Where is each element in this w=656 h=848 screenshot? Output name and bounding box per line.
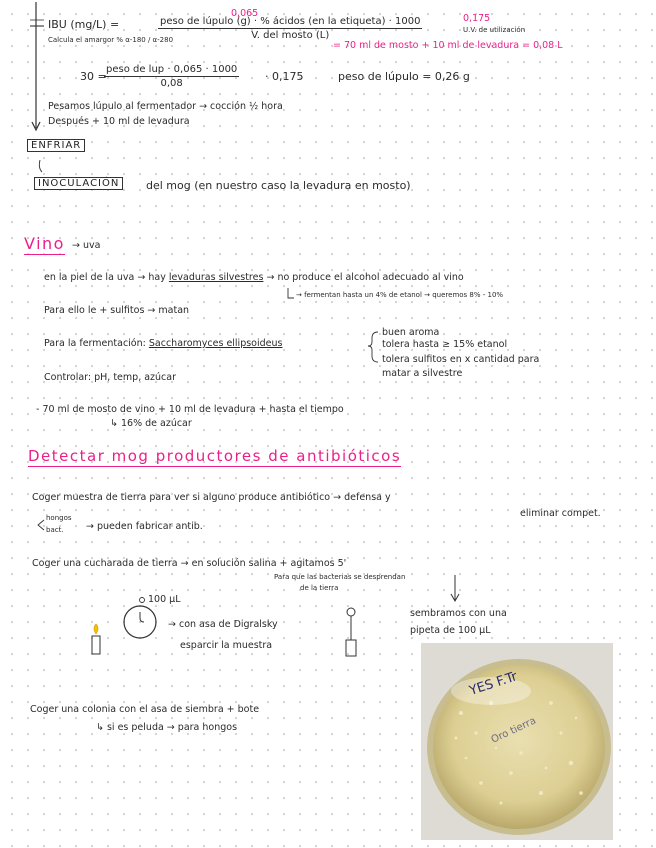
calc-result: peso de lúpulo = 0,26 g [338, 70, 470, 83]
enfriar-box: ENFRIAR [27, 139, 85, 152]
vino-line1-underlined: levaduras silvestres [168, 272, 264, 283]
vino-line3 [44, 338, 282, 349]
antibio-line1b: eliminar compet. [520, 508, 601, 519]
vino-line3-pre: Para la fermentación: [44, 338, 146, 349]
vino-line1 [44, 272, 464, 283]
calc-denominator: 0,08 [160, 78, 183, 89]
vino-arrow-note: → uva [72, 240, 101, 251]
antibio-esparcir: esparcir la muestra [180, 640, 273, 651]
inoculacion-box: INOCULACIÓN [34, 177, 123, 190]
ibu-side-note [48, 36, 173, 44]
step-line2: Después + 10 ml de levadura [48, 116, 190, 127]
calc-left: 30 = [80, 70, 107, 83]
ibu-uv-note: U.V. de utilización [463, 26, 526, 34]
inoculacion-text: del mog (en nuestro caso la levadura en mosto) [146, 179, 411, 192]
antibio-line5: ↳ si es peluda → para hongos [96, 722, 238, 733]
antibio-volume: 100 µL [148, 594, 181, 605]
antibio-asa: → con asa de Digralsky [168, 619, 278, 630]
ibu-fraction [158, 16, 422, 41]
ibu-pink-equation: = 70 ml de mosto + 10 ml de levadura = 0,08 L [333, 40, 563, 51]
vino-brace4: matar a silvestre [382, 368, 463, 379]
calc-factor: · 0,175 [265, 70, 304, 83]
calc-numerator: peso de lup · 0,065 · 1000 [106, 64, 238, 75]
ibu-pink-value: 0,175 [463, 13, 491, 24]
vino-line2: Para ello le + sulfitos → matan [44, 305, 190, 316]
ibu-top-value: 0,065 [231, 8, 259, 19]
ibu-label: IBU (mg/L) = [48, 18, 120, 31]
step-line1: Pesamos lúpulo al fermentador → cocción ½ hora [48, 101, 283, 112]
ibu-side-note-line1: Calcula el amargor [48, 36, 115, 44]
antibio-sembrar1: sembramos con una [410, 608, 507, 619]
vino-line3-underlined: Saccharomyces ellipsoideus [148, 338, 283, 349]
antibio-line1: Coger muestra de tierra para ver si alguno produce antibiótico → defensa y [32, 492, 391, 503]
ibu-side-note-line2: % α-180 / α-280 [116, 36, 174, 44]
vino-line4: Controlar: pH, temp, azúcar [44, 372, 177, 383]
antibio-bact: bact. [46, 526, 64, 534]
antibio-sembrar2: pipeta de 100 µL [410, 625, 491, 636]
vino-brace1: buen aroma [382, 327, 440, 338]
vino-line1-pre: en la piel de la uva → hay [44, 272, 166, 283]
vino-brace2: tolera hasta ≥ 15% etanol [382, 339, 508, 350]
vino-line1-sub: → fermentan hasta un 4% de etanol → queremos 8% - 10% [296, 291, 504, 299]
antibio-small-note1: Para que las bacterias se desprendan [274, 573, 406, 581]
antibio-title: Detectar mog productores de antibióticos [28, 447, 402, 465]
antibio-line4: Coger una colonia con el asa de siembra + bote [30, 704, 260, 715]
calc-fraction [104, 64, 239, 89]
ibu-numerator: peso de lúpulo (g) · % ácidos (en la etiqueta) · 1000 [160, 16, 421, 27]
antibio-line2: → pueden fabricar antib. [86, 521, 203, 532]
vino-line1-post: → no produce el alcohol adecuado al vino [266, 272, 464, 283]
antibio-line3: Coger una cucharada de tierra → en solución salina + agitamos 5' [32, 558, 347, 569]
vino-brace3: tolera sulfitos en x cantidad para [382, 354, 540, 365]
petri-dish-image [421, 643, 613, 840]
vino-line5: - 70 ml de mosto de vino + 10 ml de levadura + hasta el tiempo [36, 404, 344, 415]
antibio-hongos: hongos [46, 514, 72, 522]
petri-dish-photo [421, 643, 613, 840]
ibu-denominator: V. del mosto (L) [251, 30, 330, 41]
vino-line6: ↳ 16% de azúcar [110, 418, 192, 429]
plate-label: YES F.Tr [467, 669, 520, 699]
vino-title: Vino [24, 234, 65, 253]
plate-label-2: Oro tierra [489, 715, 538, 746]
antibio-small-note2: de la tierra [300, 584, 339, 592]
